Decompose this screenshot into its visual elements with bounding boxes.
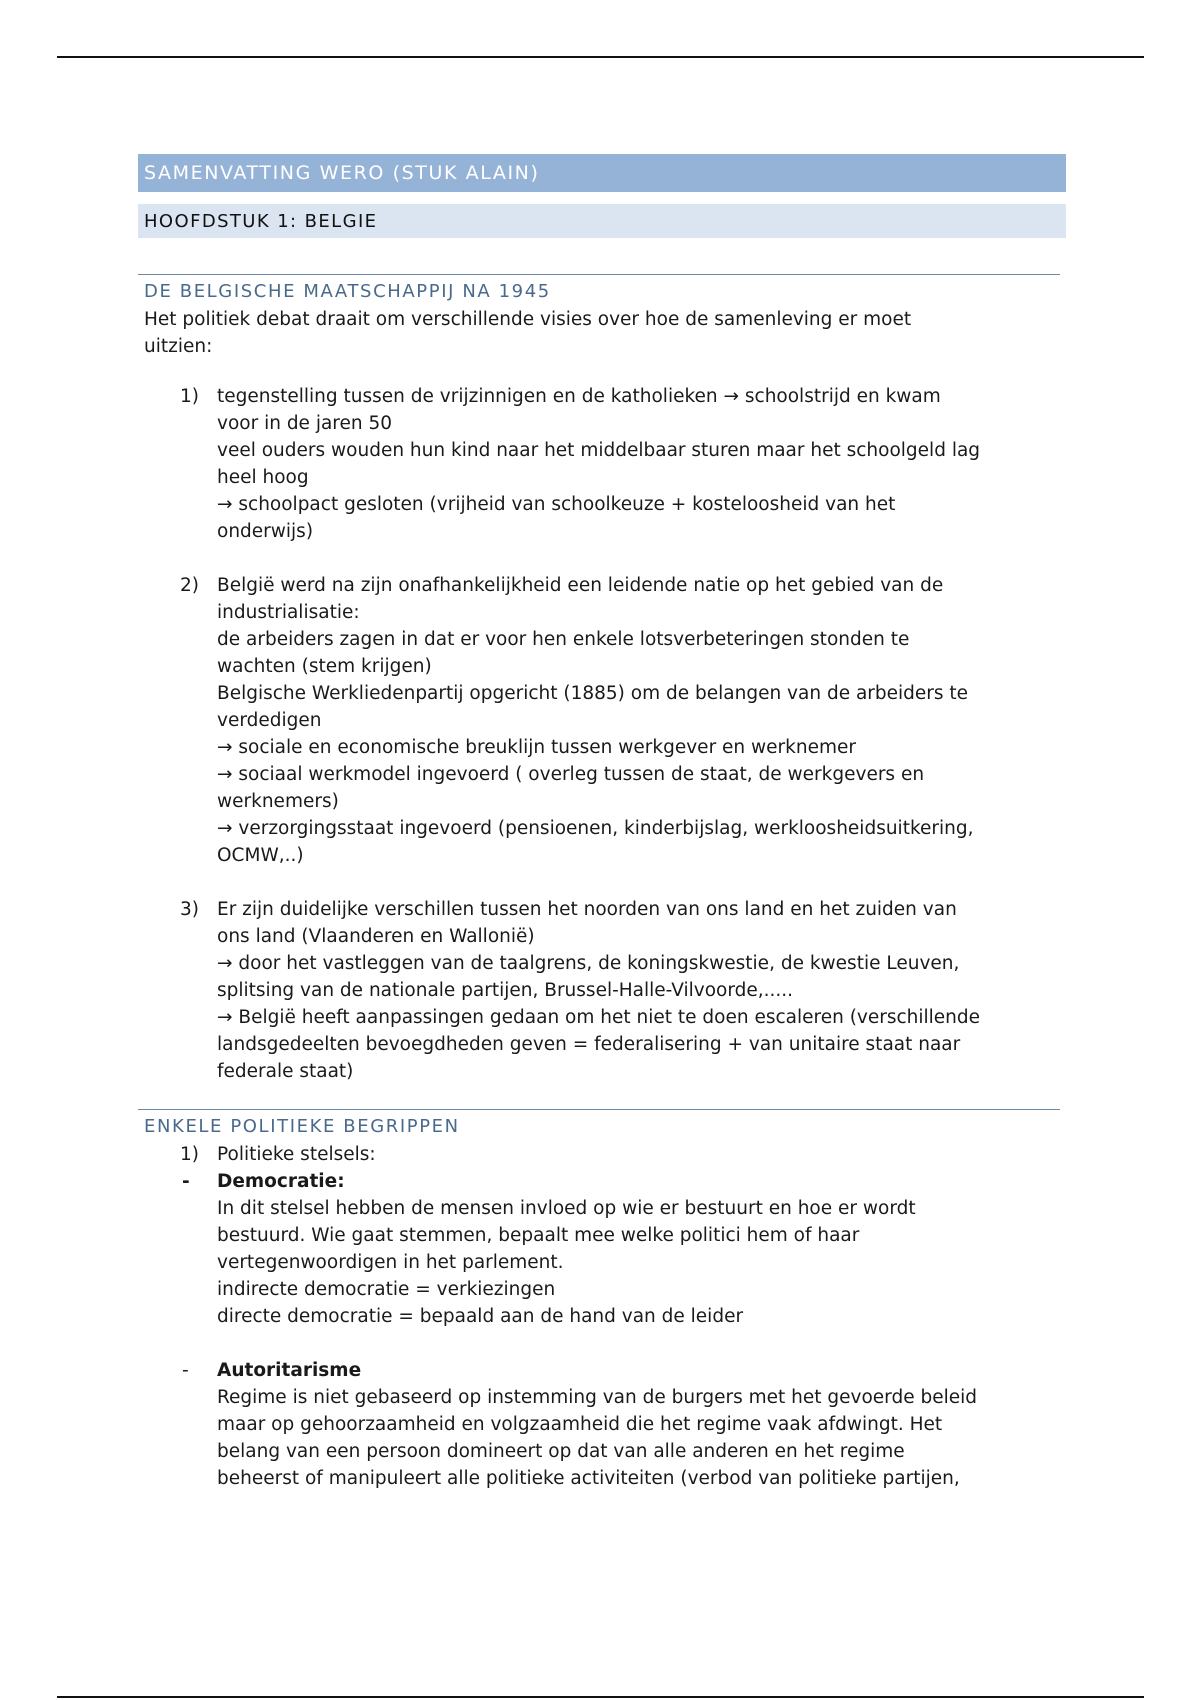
text-line: belang van een persoon domineert op dat van alle anderen en het regime — [217, 1441, 905, 1462]
bullet-item-autoritarisme — [138, 1357, 1192, 1492]
text-line: beheerst of manipuleert alle politieke activiteiten (verbod van politieke partijen, — [217, 1468, 960, 1489]
term-democratie: Democratie: — [217, 1171, 345, 1192]
intro-paragraph — [138, 306, 1066, 360]
bullet-item-democratie — [138, 1168, 1192, 1330]
numbered-list — [138, 383, 1066, 1085]
text-line: indirecte democratie = verkiezingen — [217, 1279, 556, 1300]
text-line: → verzorgingsstaat ingevoerd (pensioenen, kinderbijslag, werkloosheidsuitkering, — [217, 818, 974, 839]
list-number: 1) — [180, 1144, 199, 1165]
text-line: de arbeiders zagen in dat er voor hen enkele lotsverbeteringen stonden te — [217, 629, 910, 650]
term-autoritarisme: Autoritarisme — [217, 1360, 362, 1381]
text-line: tegenstelling tussen de vrijzinnigen en de katholieken → schoolstrijd en kwam — [217, 386, 941, 407]
text-line: Het politiek debat draait om verschillende visies over hoe de samenleving er moet — [144, 309, 912, 330]
chapter-heading: HOOFDSTUK 1: BELGIE — [138, 204, 1066, 238]
list-number: 1) — [180, 386, 199, 407]
text-line: onderwijs) — [217, 521, 314, 542]
section-heading-belgische-maatschappij: DE BELGISCHE MAATSCHAPPIJ NA 1945 — [138, 274, 1060, 302]
bullet-marker: - — [182, 1360, 189, 1381]
text-line: uitzien: — [144, 336, 213, 357]
text-line: maar op gehoorzaamheid en volgzaamheid die het regime vaak afdwingt. Het — [217, 1414, 943, 1435]
text-line: heel hoog — [217, 467, 309, 488]
document-page — [138, 154, 1066, 1492]
section-heading-politieke-begrippen: ENKELE POLITIEKE BEGRIPPEN — [138, 1109, 1060, 1137]
text-line: veel ouders wouden hun kind naar het middelbaar sturen maar het schoolgeld lag — [217, 440, 981, 461]
concepts-list — [138, 1141, 1066, 1492]
list-number: 2) — [180, 575, 199, 596]
text-line: voor in de jaren 50 — [217, 413, 393, 434]
top-rule — [57, 56, 1144, 58]
text-line: directe democratie = bepaald aan de hand van de leider — [217, 1306, 744, 1327]
text-line: landsgedeelten bevoegdheden geven = federalisering + van unitaire staat naar — [217, 1034, 961, 1055]
text-line: België werd na zijn onafhankelijkheid een leidende natie op het gebied van de — [217, 575, 944, 596]
list-item-3 — [138, 896, 1192, 1085]
text-line: OCMW,..) — [217, 845, 304, 866]
list-number: 3) — [180, 899, 199, 920]
bottom-rule — [57, 1696, 1144, 1698]
text-line: In dit stelsel hebben de mensen invloed op wie er bestuurt en hoe er wordt — [217, 1198, 916, 1219]
list-item-politieke-stelsels — [138, 1141, 1192, 1168]
text-line: → sociaal werkmodel ingevoerd ( overleg tussen de staat, de werkgevers en — [217, 764, 925, 785]
text-line: werknemers) — [217, 791, 339, 812]
bullet-marker: - — [182, 1171, 190, 1192]
text-line: Er zijn duidelijke verschillen tussen het noorden van ons land en het zuiden van — [217, 899, 957, 920]
text-line: → schoolpact gesloten (vrijheid van schoolkeuze + kosteloosheid van het — [217, 494, 896, 515]
text-line: wachten (stem krijgen) — [217, 656, 432, 677]
text-line: → sociale en economische breuklijn tussen werkgever en werknemer — [217, 737, 856, 758]
document-title: SAMENVATTING WERO (STUK ALAIN) — [138, 154, 1066, 192]
text-line: ons land (Vlaanderen en Wallonië) — [217, 926, 535, 947]
text-line: federale staat) — [217, 1061, 354, 1082]
text-line: → door het vastleggen van de taalgrens, de koningskwestie, de kwestie Leuven, — [217, 953, 960, 974]
list-item-1 — [138, 383, 1192, 545]
text-line: vertegenwoordigen in het parlement. — [217, 1252, 564, 1273]
text-line: industrialisatie: — [217, 602, 360, 623]
text-line: Belgische Werkliedenpartij opgericht (1885) om de belangen van de arbeiders te — [217, 683, 969, 704]
text-line: splitsing van de nationale partijen, Brussel-Halle-Vilvoorde,..... — [217, 980, 794, 1001]
text-line: verdedigen — [217, 710, 322, 731]
list-item-2 — [138, 572, 1192, 869]
text-line: → België heeft aanpassingen gedaan om het niet te doen escaleren (verschillende — [217, 1007, 981, 1028]
text-line: bestuurd. Wie gaat stemmen, bepaalt mee welke politici hem of haar — [217, 1225, 860, 1246]
text-line: Regime is niet gebaseerd op instemming van de burgers met het gevoerde beleid — [217, 1387, 977, 1408]
text-line: Politieke stelsels: — [217, 1144, 376, 1165]
